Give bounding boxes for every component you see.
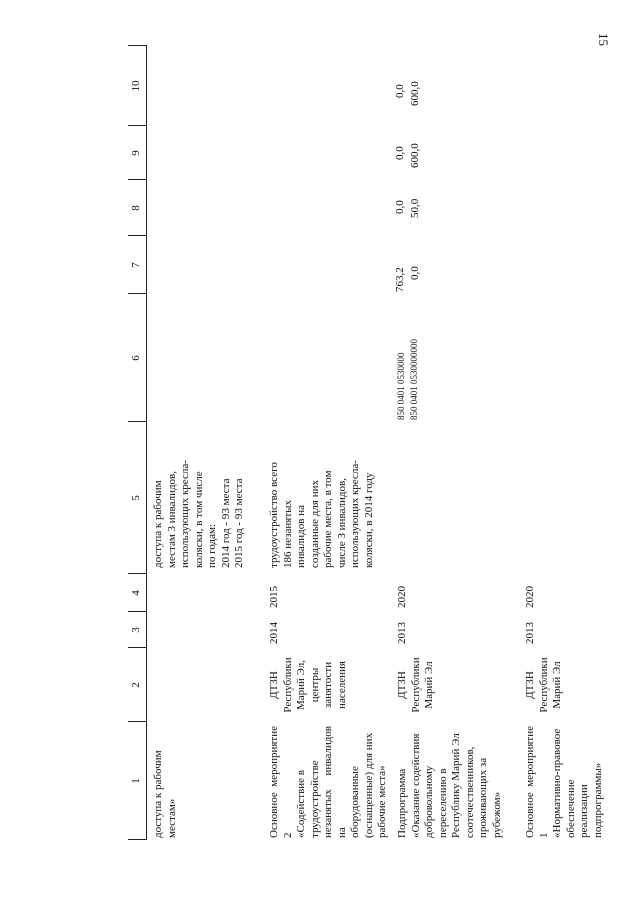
main-measure-1-title: Основное мероприятие 1 «Нормативно-правовое обеспечение реализации подпрограммы» bbox=[524, 726, 604, 838]
subprogram-col8-a: 0,0 bbox=[394, 200, 406, 214]
subprogram-executor: ДТЗН Республики Марий Эл bbox=[396, 657, 435, 713]
subprogram-col7-a: 763,2 bbox=[394, 267, 406, 292]
row-continuation-measure: доступа к рабочим местам» bbox=[152, 750, 178, 838]
column-number: 7 bbox=[130, 262, 142, 268]
main-measure-2-title: Основное мероприятие 2 «Содействие в трудоустройстве незанятых инвалидов на оборудованные (оснащенные) для них рабочие места» bbox=[268, 726, 388, 838]
column-number: 10 bbox=[130, 80, 142, 92]
column-number: 5 bbox=[130, 495, 142, 501]
column-number: 4 bbox=[130, 590, 142, 596]
main-measure-1-start: 2013 bbox=[524, 622, 536, 644]
page-number: 15 bbox=[596, 33, 611, 46]
header-bottom-rule bbox=[146, 45, 147, 840]
subprogram-title: Подпрограмма «Оказание содействия добровольному переселению в Республику Марий Эл соотечественников, проживающих за рубежом» bbox=[396, 733, 503, 838]
subprogram-col9-b: 600,0 bbox=[409, 143, 421, 168]
main-measure-2-start: 2014 bbox=[268, 622, 280, 644]
subprogram-col10-b: 600,0 bbox=[409, 81, 421, 106]
subprogram-col8-b: 50,0 bbox=[409, 198, 421, 218]
subprogram-end: 2020 bbox=[396, 586, 408, 608]
subprogram-col9-a: 0,0 bbox=[394, 146, 406, 160]
column-number: 8 bbox=[130, 205, 142, 211]
column-number: 6 bbox=[130, 355, 142, 361]
main-measure-2-end: 2015 bbox=[268, 586, 280, 608]
rotated-table bbox=[128, 45, 640, 840]
row-continuation-result: доступа к рабочим местам 3 инвалидов, использующих кресла- коляски, в том числе по годам: 2014 год - 93 места 2015 год - 93 места bbox=[152, 460, 245, 568]
column-number: 3 bbox=[130, 627, 142, 633]
main-measure-1-end: 2020 bbox=[524, 586, 536, 608]
subprogram-budget-code-new: 850 0401 0530000000 bbox=[409, 339, 419, 420]
subprogram-start: 2013 bbox=[396, 622, 408, 644]
subprogram-budget-code-old: 850 0401 0530000 bbox=[396, 352, 406, 420]
main-measure-2-executor: ДТЗН Республики Марий Эл, центры занятости населения bbox=[268, 657, 348, 713]
column-number: 1 bbox=[130, 778, 142, 784]
main-measure-2-result: трудоустройство всего 186 незанятых инвалидов на созданные для них рабочие места, в том числе 3 инвалидов, использующих кресла- коляски, в 2014 году bbox=[268, 460, 375, 568]
main-measure-1-executor: ДТЗН Республики Марий Эл bbox=[524, 657, 563, 713]
subprogram-col10-a: 0,0 bbox=[394, 84, 406, 98]
subprogram-col7-b: 0,0 bbox=[409, 266, 421, 280]
column-number: 9 bbox=[130, 150, 142, 156]
column-number: 2 bbox=[130, 682, 142, 688]
